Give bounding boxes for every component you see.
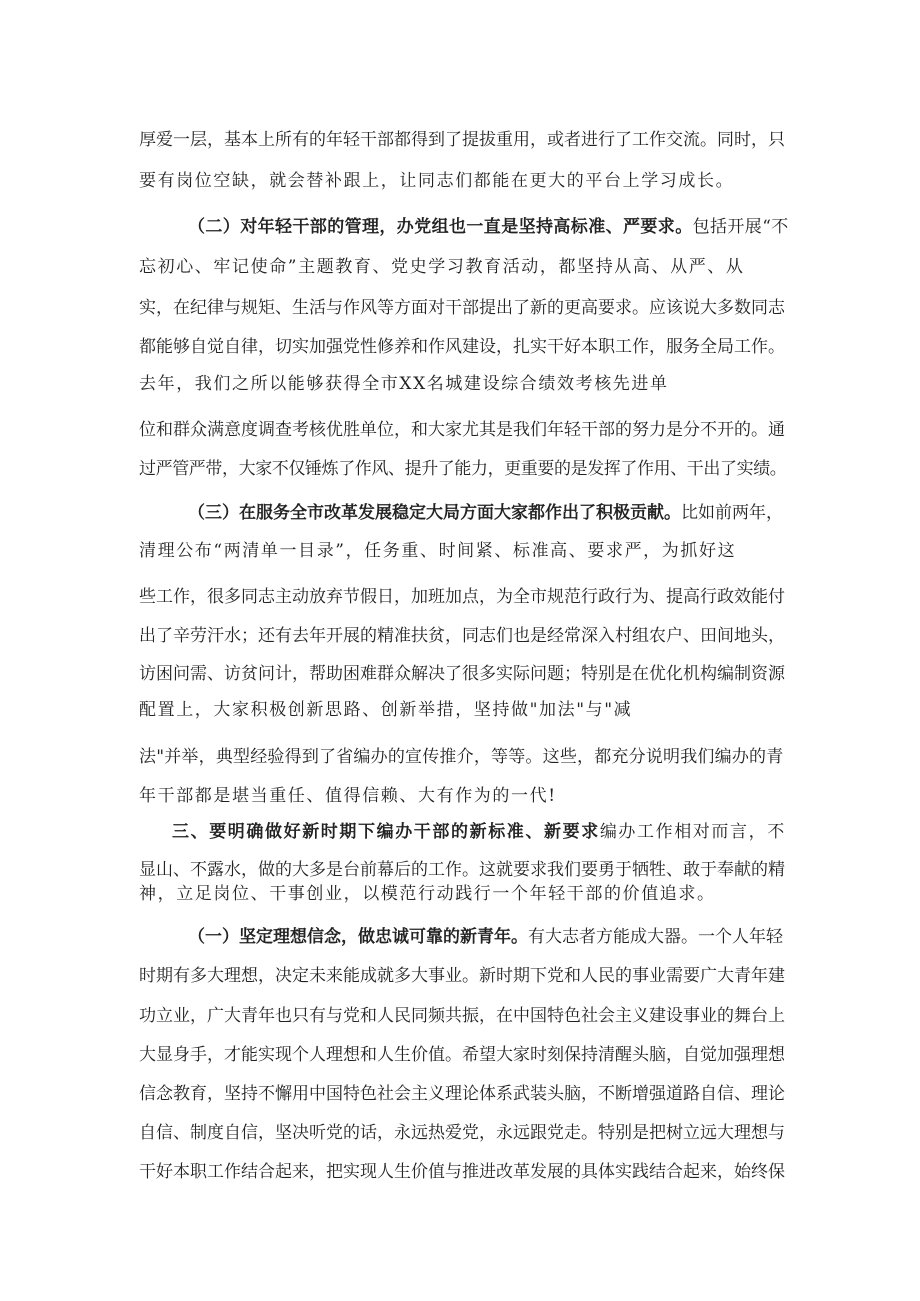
text-line: 大显身手，才能实现个人理想和人生价值。希望大家时刻保持清醒头脑，自觉加强理想 xyxy=(139,1045,785,1065)
text-line: 法"并举，典型经验得到了省编办的宣传推介，等等。这些，都充分说明我们编办的青 xyxy=(139,747,784,767)
text-line: 实，在纪律与规矩、生活与作风等方面对干部提出了新的更高要求。应该说大多数同志 xyxy=(139,298,785,318)
section-heading-line xyxy=(188,501,789,525)
text-line: 功立业，广大青年也只有与党和人民同频共振，在中国特色社会主义建设事业的舞台上 xyxy=(139,1006,785,1026)
text-line: 去年，我们之所以能够获得全市XX名城建设综合绩效考核先进单 xyxy=(139,374,669,394)
section-heading: （三）在服务全市改革发展稳定大局方面大家都作出了积极贡献。 xyxy=(188,503,681,523)
text-run: 编办工作相对而言，不 xyxy=(599,822,786,842)
section-heading-line xyxy=(188,215,789,239)
text-line: 配置上，大家积极创新思路、创新举措，坚持做"加法"与"减 xyxy=(139,700,633,720)
text-line: 年干部都是堪当重任、值得信赖、大有作为的一代! xyxy=(139,786,557,806)
text-run: 比如前两年， xyxy=(681,503,783,523)
text-line: 清理公布“两清单一目录”，任务重、时间紧、标准高、要求严，为抓好这 xyxy=(139,541,737,561)
chapter-heading: 三、要明确做好新时期下编办干部的新标准、新要求 xyxy=(172,822,600,842)
text-run: 包括开展“不 xyxy=(692,217,789,237)
text-line: 过严管严带，大家不仅锤炼了作风、提升了能力，更重要的是发挥了作用、干出了实绩。 xyxy=(139,459,787,479)
text-line: 出了辛劳汗水；还有去年开展的精准扶贫，同志们也是经常深入村组农户、田间地头， xyxy=(139,626,785,646)
text-line: 神，立足岗位、干事创业，以模范行动践行一个年轻干部的价值追求。 xyxy=(139,884,716,904)
section-heading-line xyxy=(188,925,789,949)
text-line: 厚爱一层，基本上所有的年轻干部都得到了提拔重用，或者进行了工作交流。同时，只 xyxy=(139,130,785,150)
text-line: 干好本职工作结合起来，把实现人生价值与推进改革发展的具体实践结合起来，始终保 xyxy=(139,1162,785,1182)
section-heading: （一）坚定理想信念，做忠诚可靠的新青年。 xyxy=(188,927,528,947)
text-line: 显山、不露水，做的大多是台前幕后的工作。这就要求我们要勇于牺牲、敢于奉献的精 xyxy=(139,860,785,880)
text-line: 些工作，很多同志主动放弃节假日，加班加点，为全市规范行政行为、提高行政效能付 xyxy=(139,587,785,607)
text-line: 自信、制度自信，坚决听党的话，永远热爱党，永远跟党走。特别是把树立远大理想与 xyxy=(139,1123,785,1143)
text-line: 忘初心、牢记使命”主题教育、党史学习教育活动，都坚持从高、从严、从 xyxy=(139,257,745,277)
text-run: 有大志者方能成大器。一个人年轻 xyxy=(528,927,783,947)
text-line: 都能够自觉自律，切实加强党性修养和作风建设，扎实干好本职工作，服务全局工作。 xyxy=(139,337,785,357)
text-line: 时期有多大理想，决定未来能成就多大事业。新时期下党和人民的事业需要广大青年建 xyxy=(139,966,785,986)
text-line: 要有岗位空缺，就会替补跟上，让同志们都能在更大的平台上学习成长。 xyxy=(139,171,735,191)
chapter-heading-line xyxy=(172,820,789,844)
text-line: 位和群众满意度调查考核优胜单位，和大家尤其是我们年轻干部的努力是分不开的。通 xyxy=(139,420,785,440)
text-line: 访困问需、访贫问计，帮助困难群众解决了很多实际问题；特别是在优化机构编制资源 xyxy=(139,664,785,684)
text-line: 信念教育，坚持不懈用中国特色社会主义理论体系武装头脑，不断增强道路自信、理论 xyxy=(139,1084,785,1104)
section-heading: （二）对年轻干部的管理，办党组也一直是坚持高标准、严要求。 xyxy=(188,217,693,237)
